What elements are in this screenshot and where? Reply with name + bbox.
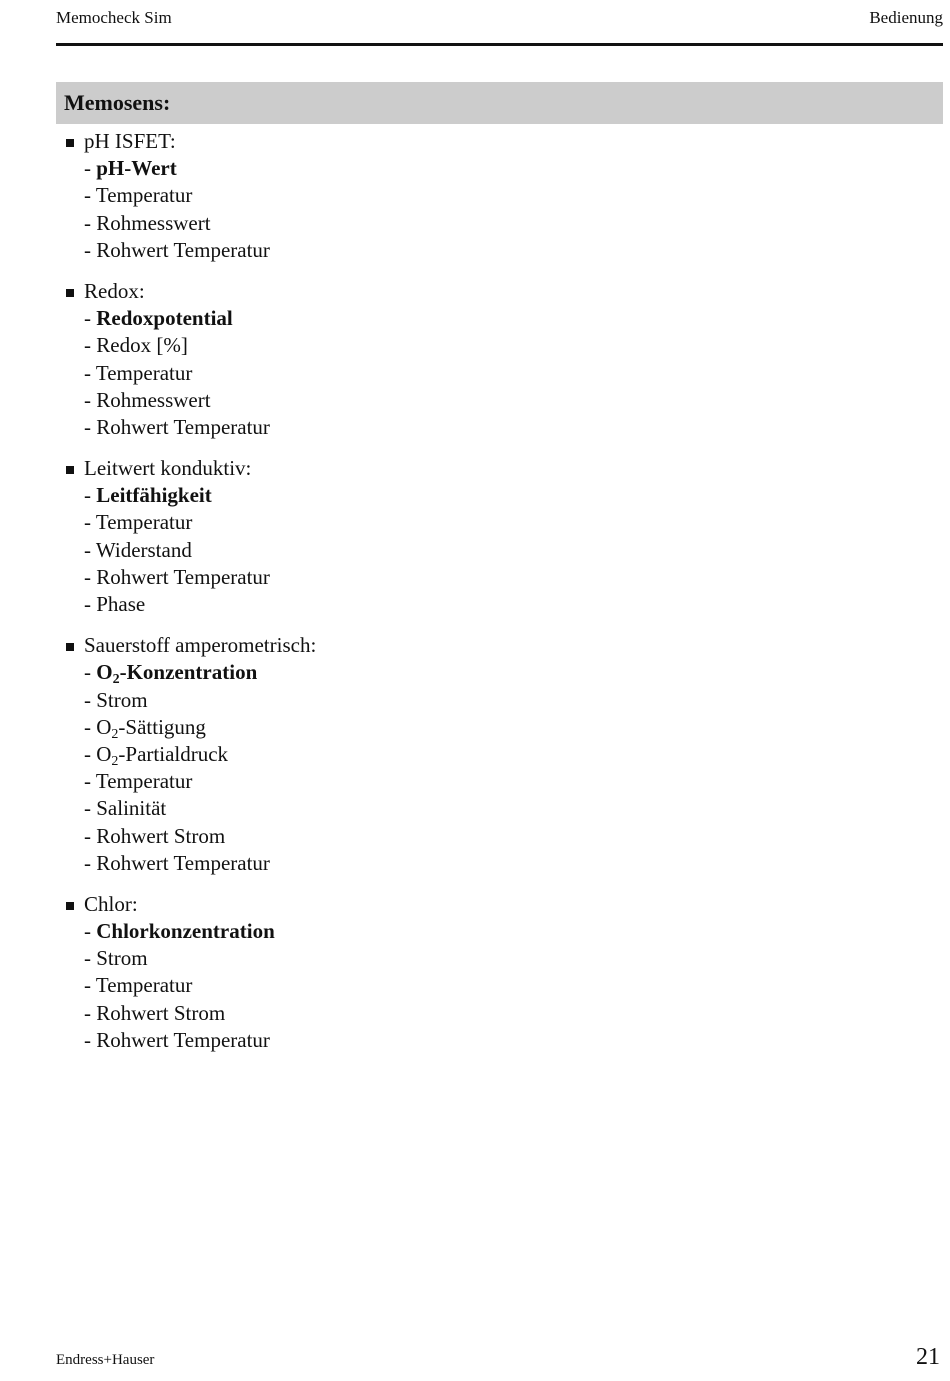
dash-prefix: - [84, 796, 97, 821]
measurement-text: Salinität [96, 796, 167, 821]
measurement-text: Temperatur [95, 973, 193, 998]
measurement-item [64, 360, 764, 387]
subscript: 2 [111, 726, 119, 742]
subscript: 2 [111, 753, 119, 769]
measurement-label [96, 183, 192, 207]
dash-prefix: - [84, 306, 97, 331]
sensor-group-title: pH ISFET: [84, 129, 176, 153]
measurement-label [96, 688, 147, 712]
measurement-text: Rohwert Strom [96, 823, 226, 848]
page-header [56, 6, 943, 46]
sensor-group-title: Redox: [84, 278, 145, 303]
sensor-group [64, 278, 764, 441]
primary-measurement-item [64, 659, 764, 686]
footer-brand: Endress+Hauser [56, 1352, 155, 1368]
measurement-label [96, 973, 192, 997]
sensor-group-heading [64, 128, 764, 155]
sensor-group-heading [64, 891, 764, 918]
measurement-item [64, 687, 764, 714]
dash-prefix: - [84, 414, 97, 439]
measurement-text: Rohwert Temperatur [96, 414, 270, 439]
measurement-label [96, 306, 233, 330]
page-number: 21 [916, 1344, 940, 1370]
measurement-label [96, 361, 192, 385]
dash-prefix: - [84, 823, 97, 848]
measurement-item [64, 210, 764, 237]
measurement-item [64, 768, 764, 795]
measurement-label [96, 796, 166, 820]
measurement-label [96, 741, 229, 769]
measurement-item [64, 591, 764, 618]
measurement-text: Rohwert Temperatur [96, 850, 270, 875]
measurement-text: Redox [%] [96, 333, 188, 358]
measurement-label [96, 592, 145, 616]
measurement-label [96, 714, 206, 742]
measurement-item [64, 850, 764, 877]
dash-prefix: - [84, 687, 97, 712]
measurement-item [64, 972, 764, 999]
measurement-text: Widerstand [95, 537, 192, 562]
measurement-text: Temperatur [95, 183, 193, 208]
dash-prefix: - [84, 1027, 97, 1052]
measurement-text: Chlorkonzentration [96, 919, 275, 944]
document-title: Memocheck Sim [56, 8, 172, 27]
measurement-item [64, 1027, 764, 1054]
dash-prefix: - [84, 1000, 97, 1025]
square-bullet-icon [66, 466, 74, 474]
sensor-group [64, 891, 764, 1054]
measurement-text: Strom [96, 946, 148, 971]
measurement-item [64, 182, 764, 209]
measurement-text: Temperatur [95, 360, 193, 385]
measurement-item [64, 237, 764, 264]
square-bullet-icon [66, 902, 74, 910]
measurement-label [96, 415, 270, 439]
measurement-item [64, 823, 764, 850]
measurement-text: O [96, 714, 112, 739]
dash-prefix: - [84, 592, 97, 616]
measurement-text: Temperatur [95, 769, 193, 794]
measurement-label [96, 510, 192, 534]
measurement-suffix: -Sättigung [118, 714, 206, 739]
square-bullet-icon [66, 139, 74, 147]
primary-measurement-item [64, 482, 764, 509]
measurement-item [64, 564, 764, 591]
dash-prefix: - [84, 919, 97, 944]
sensor-group [64, 632, 764, 877]
subscript: 2 [112, 672, 120, 688]
dash-prefix: - [84, 210, 97, 235]
measurement-label [96, 538, 192, 562]
measurement-text: O [96, 741, 112, 766]
measurement-item [64, 741, 764, 768]
section-heading-bar [56, 82, 943, 124]
measurement-item [64, 509, 764, 536]
measurement-text: Rohwert Strom [96, 1000, 226, 1025]
measurement-text: O [96, 660, 113, 685]
measurement-suffix: -Konzentration [119, 660, 258, 685]
measurement-text: Strom [96, 687, 148, 712]
dash-prefix: - [84, 714, 97, 739]
dash-prefix: - [84, 537, 96, 562]
dash-prefix: - [84, 333, 97, 358]
measurement-text: pH-Wert [96, 156, 177, 181]
square-bullet-icon [66, 289, 74, 297]
dash-prefix: - [84, 564, 97, 589]
measurement-list [64, 482, 764, 618]
measurement-text: Rohwert Temperatur [96, 564, 270, 589]
measurement-label [96, 660, 258, 688]
measurement-label [96, 919, 275, 943]
dash-prefix: - [84, 946, 97, 971]
measurement-list [64, 918, 764, 1054]
dash-prefix: - [84, 183, 96, 208]
measurement-text: Phase [96, 592, 146, 616]
square-bullet-icon [66, 643, 74, 651]
sensor-group-title: Sauerstoff amperometrisch: [84, 633, 317, 658]
measurement-label [96, 156, 176, 180]
dash-prefix: - [84, 360, 96, 385]
primary-measurement-item [64, 918, 764, 945]
dash-prefix: - [84, 741, 97, 766]
sensor-group-title: Chlor: [84, 891, 138, 916]
measurement-text: Leitfähigkeit [96, 483, 212, 508]
sensor-group-heading [64, 632, 764, 659]
measurement-item [64, 795, 764, 822]
measurement-list [64, 155, 764, 264]
measurement-text: Rohmesswert [96, 387, 211, 412]
measurement-label [96, 238, 270, 262]
measurement-item [64, 945, 764, 972]
measurement-label [96, 769, 192, 793]
measurement-text: Rohmesswert [96, 210, 211, 235]
measurement-item [64, 537, 764, 564]
measurement-label [96, 1001, 225, 1025]
measurement-label [96, 388, 210, 412]
dash-prefix: - [84, 850, 97, 875]
dash-prefix: - [84, 387, 97, 412]
sensor-group-heading [64, 455, 764, 482]
measurement-list [64, 659, 764, 877]
measurement-text: Rohwert Temperatur [96, 237, 270, 262]
measurement-suffix: -Partialdruck [118, 741, 229, 766]
measurement-label [96, 1028, 270, 1052]
measurement-text: Redoxpotential [96, 306, 233, 331]
measurement-item [64, 714, 764, 741]
sensor-group-heading [64, 278, 764, 305]
sensor-type-list [64, 128, 764, 1068]
measurement-label [96, 824, 225, 848]
sensor-group-title: Leitwert konduktiv: [84, 456, 252, 481]
dash-prefix: - [84, 660, 97, 685]
measurement-label [96, 211, 210, 235]
measurement-label [96, 565, 270, 589]
section-title: Memosens: [64, 90, 171, 115]
measurement-list [64, 305, 764, 441]
measurement-item [64, 387, 764, 414]
measurement-item [64, 414, 764, 441]
chapter-title: Bedienung [869, 8, 943, 27]
measurement-label [96, 483, 212, 507]
dash-prefix: - [84, 156, 97, 181]
measurement-item [64, 332, 764, 359]
measurement-label [96, 946, 147, 970]
dash-prefix: - [84, 973, 96, 998]
dash-prefix: - [84, 483, 97, 508]
measurement-label [96, 333, 188, 357]
primary-measurement-item [64, 155, 764, 182]
measurement-item [64, 1000, 764, 1027]
dash-prefix: - [84, 510, 96, 535]
dash-prefix: - [84, 769, 96, 794]
measurement-text: Rohwert Temperatur [96, 1027, 270, 1052]
sensor-group [64, 455, 764, 618]
measurement-text: Temperatur [95, 510, 193, 535]
sensor-group [64, 128, 764, 264]
primary-measurement-item [64, 305, 764, 332]
dash-prefix: - [84, 237, 97, 262]
measurement-label [96, 851, 270, 875]
